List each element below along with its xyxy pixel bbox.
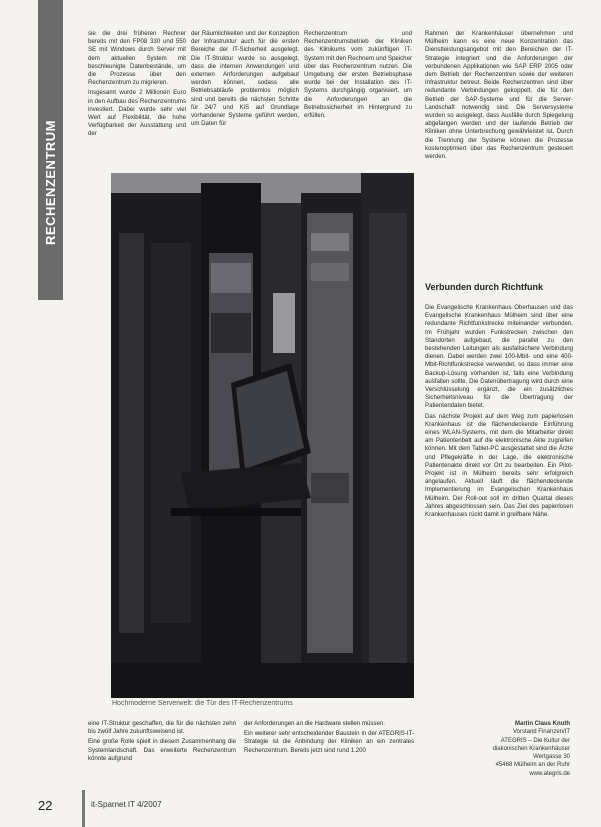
paragraph: der Räumlichkeiten und der Konzeption der Infrastruktur auch für die ersten Bereiche der IT-Sicherheit ausgelegt. Die IT-Struktur wurde so ausgelegt, dass die internen Anwendungen und externen Anforderungen aufgebaut werden können, sodass alle Betriebsabläufe problemlos möglich sind und bereits die nächsten Schritte für 24/7 und KiS auf Grundlage vorhandener Systeme geführt werden, um Daten für — [191, 30, 299, 128]
section-label — [38, 0, 63, 300]
page-footer — [0, 790, 601, 827]
column-2 — [191, 30, 299, 130]
server-racks-illustration — [111, 173, 414, 698]
address-line: Wertgasse 30 — [533, 754, 570, 761]
paragraph: Die Evangelische Krankenhaus Oberhausen und das Evangelische Krankenhaus Mülheim sind über eine redundante Richtfunkstrecke miteinander verbunden. Im Frühjahr wurden Funkstrecken zwischen den Standorten aufgebaut, die parallel zu den bestehenden Leitungen als ausfallsichere Verbindung dienen. Dabei werden zwei 100-Mbit- und eine 400-Mbit-Richtfunkstrecke verwendet, so dass immer eine Backup-Lösung vorhanden ist, falls eine Verbindung ausfallen sollte. Die Datenübertragung wird durch eine Verschlüsselung ergänzt, die ein zusätzliches Sicherheitsniveau für die Übertragung der Patientendaten bietet. — [425, 304, 573, 410]
paragraph: Rechenzentrum und Rechenzentrumsbetrieb der Kliniken des Klinikums vom zukünftigen IT-System mit den Rechnern und Speicher über das Rechenzentrum nutzen. Die Umgebung der ersten Betriebsphase wurde bei der Installation des IT-Systems durchgängig organisiert, um die Anforderungen an die Betriebssicherheit im Hintergrund zu erfüllen. — [304, 30, 412, 120]
photo-caption: Hochmoderne Serverwelt: die Tür des IT-Rechenzentrums — [112, 700, 293, 707]
address-line: 45468 Mülheim an der Ruhr — [495, 762, 570, 769]
paragraph: Das nächste Projekt auf dem Weg zum papierlosen Krankenhaus ist die flächendeckende Einführung eines WLAN-Systems, mit dem die Mitarbeiter direkt am Patientenbett auf die elektronische Akte zugreifen können. Mit dem Tablet-PC ausgestattet sind die Ärzte und Pflegekräfte in der Lage, die elektronische Patientenakte direkt vor Ort zu bearbeiten. Ein Pilot-Projekt ist in Mülheim bereits sehr erfolgreich angelaufen. Aktuell läuft die flächendeckende Implementierung im Evangelischen Krankenhaus Mülheim. Der Roll-out soll im dritten Quartal dieses Jahres abgeschlossen sein. Das Ziel des papierlosen Krankenhauses rückt damit in greifbare Nähe. — [425, 412, 573, 519]
author-title: Vorstand Finanzen/IT — [512, 729, 570, 736]
page-number: 22 — [38, 798, 53, 813]
paragraph: der Anforderungen an die Hardware stellen müssen. — [244, 720, 385, 727]
paragraph: Ein weiterer sehr entscheidender Baustein in der ATEGRIS-IT-Strategie ist die Anbindung der Kliniken an ein zentrales Rechenzentrum. Bereits jetzt sind rund 1.200 — [244, 730, 414, 754]
paragraph: Eine große Rolle spielt in diesem Zusammenhang die Systemlandschaft. Das erweiterte Rechenzentrum könnte aufgrund — [88, 738, 236, 762]
address-line: ATEGRIS – Die Kultur der — [500, 737, 570, 744]
paragraph: eine IT-Struktur geschaffen, die für die nächsten zehn bis zwölf Jahre zukunftsweisend ist. — [88, 720, 236, 736]
paragraph: Insgesamt wurde 2 Millionen Euro in den Aufbau des Rechenzentrums investiert. Dabei wurde sehr viel Wert auf Flexibilität, die hohe Verfügbarkeit der Ausstattung und der — [88, 89, 186, 138]
column-3 — [304, 30, 412, 122]
bottom-column-1 — [88, 720, 236, 765]
column-1 — [88, 30, 186, 141]
bottom-column-2 — [244, 720, 414, 757]
footer-divider — [82, 790, 85, 827]
section-label-text: RECHENZENTRUM — [43, 120, 58, 245]
website-link[interactable]: www.ategris.de — [529, 770, 570, 777]
server-room-photo — [111, 173, 414, 698]
subheading: Verbunden durch Richtfunk — [425, 282, 544, 292]
author-address — [438, 720, 570, 778]
column-4 — [425, 30, 573, 163]
column-4-continued — [425, 304, 573, 521]
address-line: diakonischen Krankenhäuser — [492, 745, 570, 752]
author-name: Martin Claus Knuth — [515, 721, 570, 727]
magazine-issue: it-Sparnet IT 4/2007 — [91, 800, 162, 809]
paragraph: sie die drei früheren Rechner bereits mit den FP08 330 und 550 SE mit Windows durch Server mit dem aktuellen System mit beschleunigte Datenbestände, um die Prozesse über den Rechenzentrum zu migrieren. — [88, 30, 186, 87]
paragraph: Rahmen der Krankenhäuser übernehmen und Mülheim kann es eine neue Konzentration das Dienstleistungsangebot mit den Bereichen der IT-Strategie integriert und die Anforderungen der verbundenen Applikationen wie SAP ERP 2005 oder dem Betrieb der Rechenzentren sowie der weiteren Infrastruktur betreut. Beide Rechenzentren sind über redundante Verbindungen gekoppelt, die für den Betrieb der SAP-Systeme und für die Server-Landschaft notwendig sind. Die Serversysteme wurden so ausgelegt, dass Ausfälle durch Spiegelung abgefangen werden und der laufende Betrieb der Kliniken ohne Unterbrechung gewährleistet ist. Durch die Trennung der Systeme können die Prozesse kostenoptimiert über das Rechenzentrum gesteuert werden. — [425, 30, 573, 161]
